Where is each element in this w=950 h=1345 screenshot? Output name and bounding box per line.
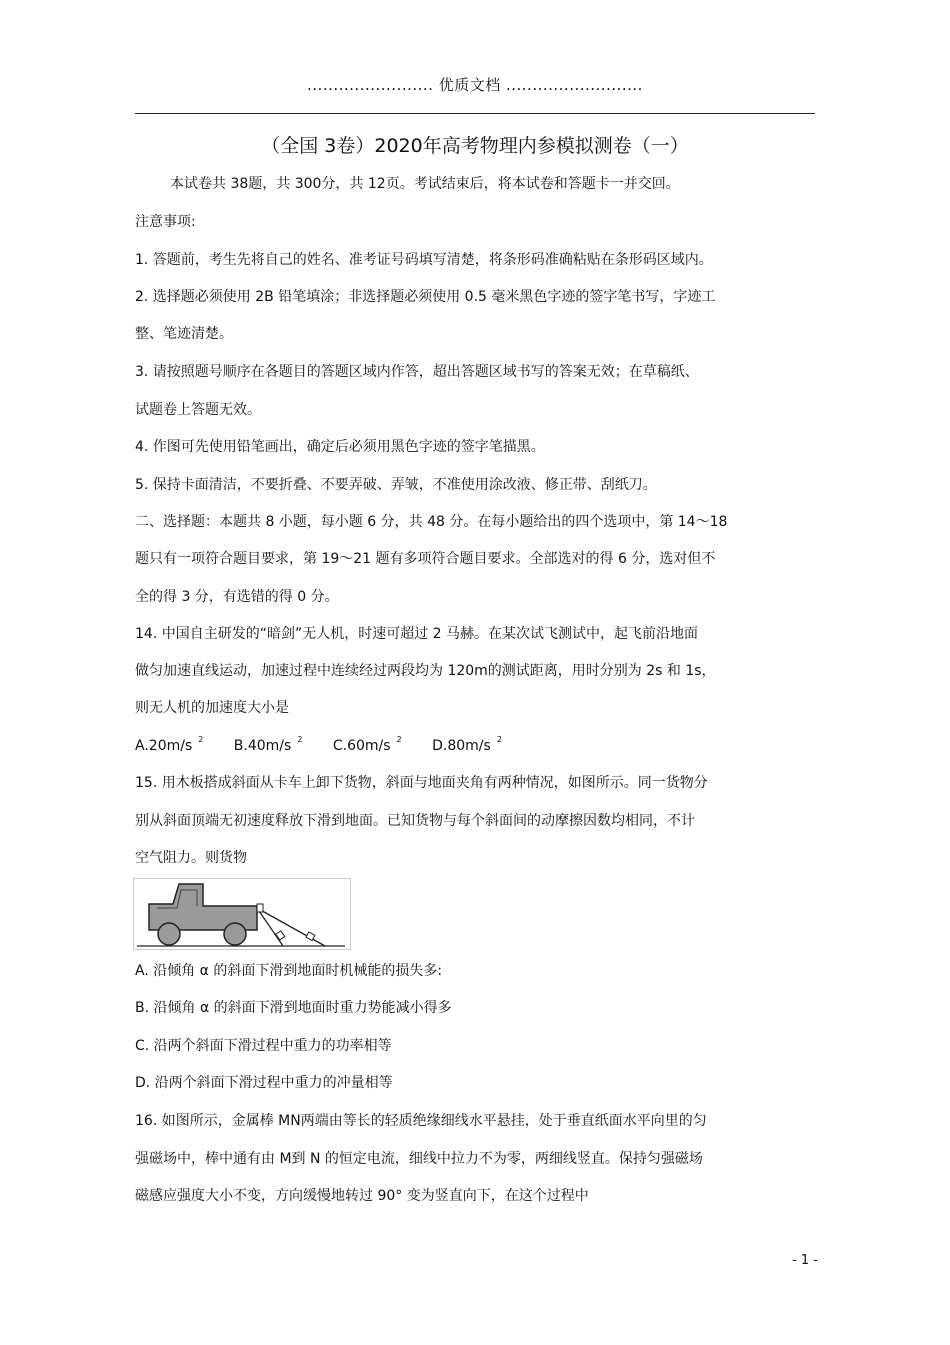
q14-options <box>135 736 528 758</box>
q15-option-b: B. 沿倾角 α 的斜面下滑到地面时重力势能减小得多 <box>135 1000 452 1016</box>
notice-heading: 注意事项: <box>135 214 196 230</box>
text-line: 试题卷上答题无效。 <box>135 402 261 418</box>
truck-ramp-figure <box>133 878 351 950</box>
text-line: 1. 答题前，考生先将自己的姓名、准考证号码填写清楚，将条形码准确粘贴在条形码区域内。 <box>135 252 713 268</box>
header-rule <box>135 113 815 114</box>
text-line: 做匀加速直线运动，加速过程中连续经过两段均为 120m的测试距离，用时分别为 2s 和 1s， <box>135 663 716 679</box>
text-line: 题只有一项符合题目要求，第 19～21 题有多项符合题目要求。全部选对的得 6 分，选对但不 <box>135 551 716 567</box>
option-c: C.60m/s $^2$ <box>332 735 402 754</box>
text-line: 强磁场中，棒中通有由 M到 N 的恒定电流，细线中拉力不为零，两细线竖直。保持匀强磁场 <box>135 1151 703 1167</box>
option-a: A.20m/s $^2$ <box>135 735 204 754</box>
text-line: 4. 作图可先使用铅笔画出，确定后必须用黑色字迹的签字笔描黑。 <box>135 439 545 455</box>
text-line: 整、笔迹清楚。 <box>135 326 233 342</box>
q15-option-d: D. 沿两个斜面下滑过程中重力的冲量相等 <box>135 1075 393 1091</box>
question-16: 16. 如图所示，金属棒 MN两端由等长的轻质绝缘细线水平悬挂，处于垂直纸面水平向里的匀 <box>135 1113 707 1129</box>
page-number: - 1 - <box>792 1253 818 1268</box>
text-line: 磁感应强度大小不变，方向缓慢地转过 90° 变为竖直向下，在这个过程中 <box>135 1188 589 1204</box>
question-14: 14. 中国自主研发的“暗剑”无人机，时速可超过 2 马赫。在某次试飞测试中，起飞前沿地面 <box>135 626 699 642</box>
text-line: 别从斜面顶端无初速度释放下滑到地面。已知货物与每个斜面间的动摩擦因数均相同，不计 <box>135 813 695 829</box>
text-line: 二、选择题：本题共 8 小题，每小题 6 分，共 48 分。在每小题给出的四个选项中，第 14～18 <box>135 514 728 530</box>
q15-option-c: C. 沿两个斜面下滑过程中重力的功率相等 <box>135 1038 392 1054</box>
text-line: 5. 保持卡面清洁，不要折叠、不要弄破、弄皱，不准使用涂改液、修正带、刮纸刀。 <box>135 477 657 493</box>
exam-title: （全国 3卷）2020年高考物理内参模拟测卷（一） <box>261 135 689 157</box>
option-d: D.80m/s $^2$ <box>432 735 502 754</box>
option-b: B.40m/s $^2$ <box>233 735 303 754</box>
text-line: 2. 选择题必须使用 2B 铅笔填涂；非选择题必须使用 0.5 毫米黑色字迹的签字笔书写，字迹工 <box>135 289 716 305</box>
q15-option-a: A. 沿倾角 α 的斜面下滑到地面时机械能的损失多: <box>135 963 443 979</box>
text-line: 3. 请按照题号顺序在各题目的答题区域内作答，超出答题区域书写的答案无效；在草稿纸、 <box>135 364 699 380</box>
text-line: 则无人机的加速度大小是 <box>135 700 289 716</box>
intro-text: 本试卷共 38题，共 300分，共 12页。考试结束后，将本试卷和答题卡一并交回。 <box>170 176 680 192</box>
page-header: ........................ 优质文档 .......................... <box>307 76 643 94</box>
text-line: 空气阻力。则货物 <box>135 850 247 866</box>
question-15: 15. 用木板搭成斜面从卡车上卸下货物，斜面与地面夹角有两种情况，如图所示。同一货物分 <box>135 775 708 791</box>
text-line: 全的得 3 分，有选错的得 0 分。 <box>135 589 339 605</box>
